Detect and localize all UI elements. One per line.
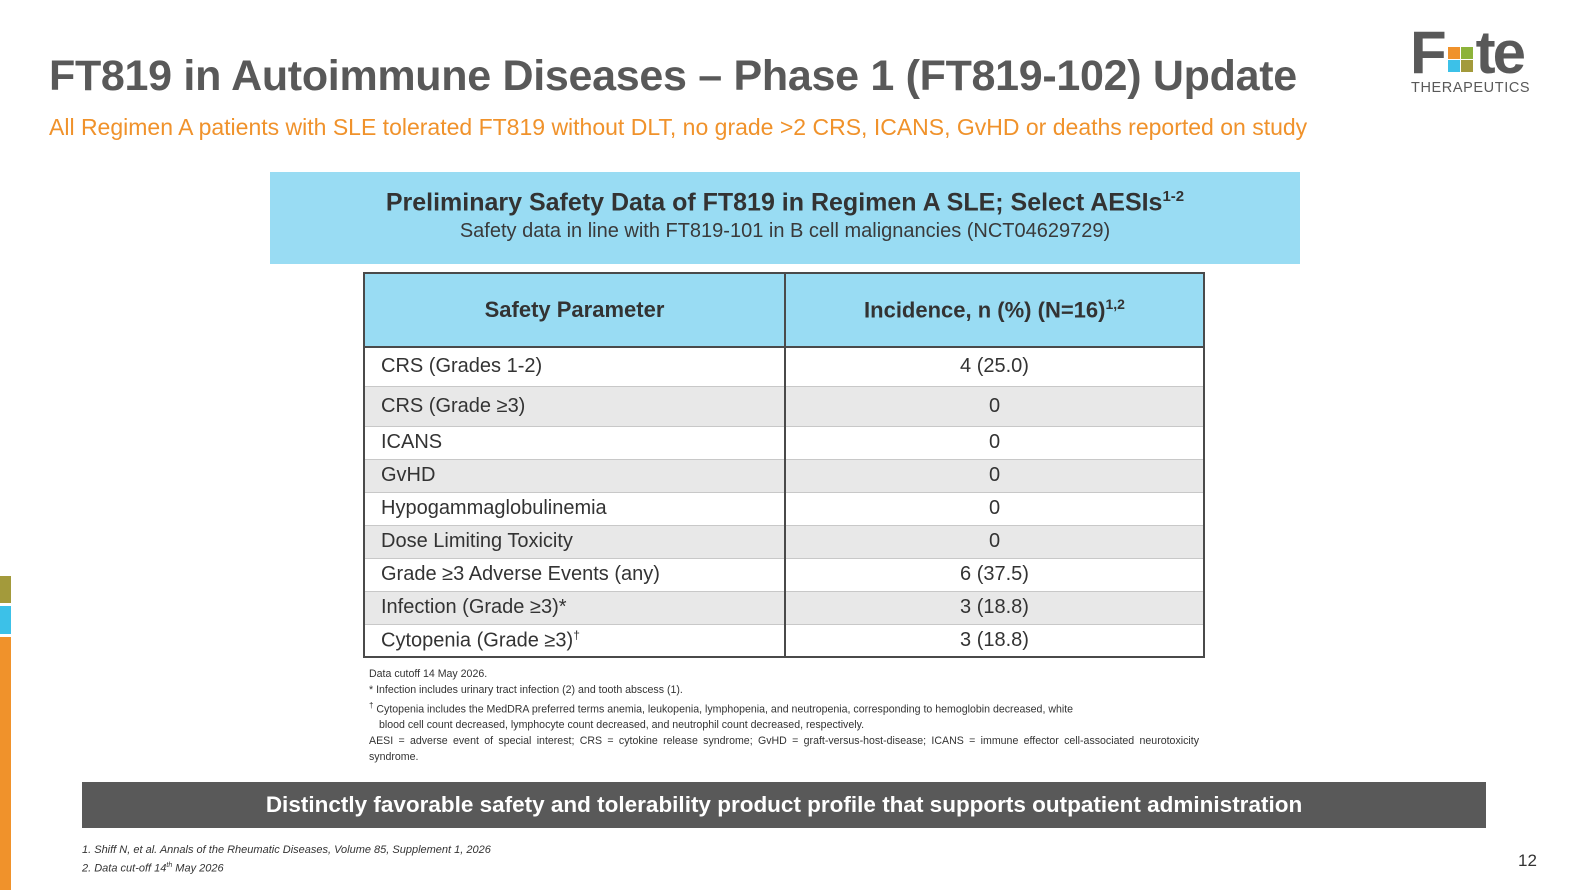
row-parameter (364, 426, 785, 459)
banner-title-text: Preliminary Safety Data of FT819 in Regimen A SLE; Select AESIs (385, 188, 1163, 217)
header-safety-parameter (364, 273, 785, 347)
row-parameter-text: Dose Limiting Toxicity (381, 530, 573, 552)
banner-title (270, 188, 1300, 217)
table-footnotes (369, 667, 1199, 765)
row-incidence: 0 (785, 492, 1204, 525)
reference-2-suffix: May 2026 (172, 862, 224, 875)
row-parameter (364, 386, 785, 426)
row-incidence: 0 (785, 386, 1204, 426)
logo-square-orange (1448, 47, 1460, 59)
table-row (364, 386, 1204, 426)
logo-squares-icon (1448, 47, 1474, 73)
table-row (364, 525, 1204, 558)
summary-bar: Distinctly favorable safety and tolerability product profile that supports outpatient administration (82, 782, 1486, 828)
row-parameter (364, 558, 785, 591)
banner-title-superscript: 1-2 (1162, 188, 1185, 205)
fate-therapeutics-logo (1410, 19, 1555, 98)
logo-wordmark-left: F (1410, 19, 1444, 86)
side-accent-blue (0, 606, 11, 634)
side-accent-orange (0, 637, 11, 890)
table-row (364, 492, 1204, 525)
table-row (364, 558, 1204, 591)
logo-square-green (1461, 47, 1473, 59)
row-parameter (364, 591, 785, 624)
references (82, 842, 491, 877)
logo-wordmark-right: te (1475, 19, 1524, 86)
row-parameter-text: CRS (Grade ≥3) (381, 394, 526, 417)
logo-tagline: THERAPEUTICS (1411, 80, 1531, 96)
page-subtitle: All Regimen A patients with SLE tolerated FT819 without DLT, no grade >2 CRS, ICANS, GvHD or deaths reported on study (49, 114, 1308, 140)
header-incidence-superscript: 1,2 (1105, 296, 1125, 313)
row-incidence: 3 (18.8) (785, 591, 1204, 624)
row-incidence: 4 (25.0) (785, 347, 1204, 386)
table-row (364, 591, 1204, 624)
footnote-cutoff: Data cutoff 14 May 2026. (369, 668, 488, 680)
header-incidence (785, 273, 1204, 347)
row-parameter-text: Hypogammaglobulinemia (381, 497, 607, 519)
footnote-abbreviations: AESI = adverse event of special interest; CRS = cytokine release syndrome; GvHD = graft-versus-host-disease; ICANS = immune effector cell-associated neurotoxicity syndrome. (369, 734, 1199, 763)
row-parameter (364, 459, 785, 492)
header-parameter-text: Safety Parameter (484, 297, 665, 322)
footnote-cytopenia-mark: † (369, 701, 374, 711)
row-incidence: 0 (785, 525, 1204, 558)
header-incidence-text: Incidence, n (%) (N=16) (864, 297, 1106, 323)
side-accent-olive (0, 576, 11, 603)
page-title: FT819 in Autoimmune Diseases – Phase 1 (FT819-102) Update (49, 52, 1297, 100)
row-incidence: 6 (37.5) (785, 558, 1204, 591)
reference-2 (82, 858, 491, 877)
table-row (364, 426, 1204, 459)
row-parameter-text: Grade ≥3 Adverse Events (any) (381, 563, 660, 585)
row-parameter (364, 624, 785, 657)
row-parameter (364, 525, 785, 558)
row-parameter-text: CRS (Grades 1-2) (381, 355, 543, 378)
row-parameter-text: ICANS (381, 431, 443, 453)
table-row (364, 347, 1204, 386)
row-incidence: 0 (785, 426, 1204, 459)
footnote-cytopenia (369, 698, 1199, 718)
row-parameter-text: Infection (Grade ≥3)* (381, 596, 567, 618)
table-row (364, 459, 1204, 492)
banner-subtitle: Safety data in line with FT819-101 in B cell malignancies (NCT04629729) (459, 220, 1111, 243)
row-incidence: 3 (18.8) (785, 624, 1204, 657)
row-parameter-text: Cytopenia (Grade ≥3) (381, 629, 574, 652)
row-incidence: 0 (785, 459, 1204, 492)
logo-square-blue (1448, 60, 1460, 72)
table-row (364, 624, 1204, 657)
reference-2-superscript: th (166, 862, 173, 869)
footnote-cytopenia-line2: blood cell count decreased, lymphocyte count decreased, and neutrophil count decreased, respectively. (379, 719, 865, 732)
row-parameter (364, 492, 785, 525)
row-parameter-superscript: † (573, 627, 580, 642)
logo-square-olive (1461, 60, 1473, 72)
footnote-cytopenia-line1: Cytopenia includes the MedDRA preferred terms anemia, leukopenia, lymphopenia, and neutropenia, corresponding to hemoglobin decreased, white (373, 703, 1074, 716)
safety-banner (270, 172, 1300, 264)
page-number: 12 (1518, 851, 1537, 870)
table-header-row (364, 273, 1204, 347)
row-parameter (364, 347, 785, 386)
footnote-infection: * Infection includes urinary tract infection (2) and tooth abscess (1). (369, 683, 683, 696)
reference-1: 1. Shiff N, et al. Annals of the Rheumatic Diseases, Volume 85, Supplement 1, 2026 (82, 844, 491, 856)
safety-table (363, 272, 1205, 658)
reference-2-prefix: 2. Data cut-off 14 (82, 862, 167, 875)
row-parameter-text: GvHD (381, 464, 436, 486)
